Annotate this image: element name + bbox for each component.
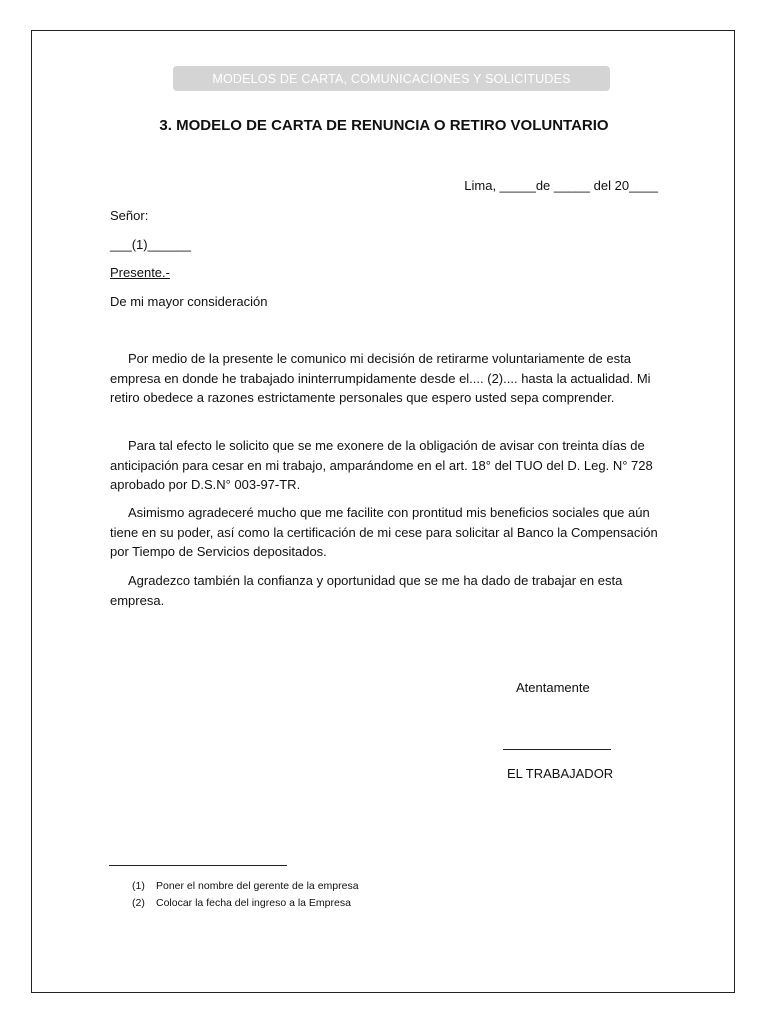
footnote-text: Poner el nombre del gerente de la empresa [156, 880, 359, 892]
presente-label: Presente.- [110, 265, 170, 280]
letter-title: 3. MODELO DE CARTA DE RENUNCIA O RETIRO VOLUNTARIO [159, 117, 609, 134]
footnotes [132, 878, 359, 912]
footnote-number: (1) [132, 880, 145, 892]
greeting: De mi mayor consideración [110, 294, 268, 309]
recipient-label: Señor: [110, 208, 149, 223]
body-paragraph-1: Por medio de la presente le comunico mi decisión de retirarme voluntariamente de esta empresa en donde he trabajado ininterrumpidamente desde el.... (2).... hasta la actualidad. Mi retiro obedece a razones estrictamente personales que espero usted sepa comprender. [110, 351, 651, 405]
footnote-2 [132, 895, 359, 912]
date-line: Lima, _____de _____ del 20____ [464, 178, 658, 193]
footnote-1 [132, 878, 359, 895]
section-header-text: MODELOS DE CARTA, COMUNICACIONES Y SOLICITUDES [212, 71, 571, 86]
body-paragraph-2: Para tal efecto le solicito que se me exonere de la obligación de avisar con treinta días de anticipación para cesar en mi trabajo, amparándome en el art. 18° del TUO del D. Leg. N° 728 aprobado por D.S.N° 003-97-TR. [110, 438, 653, 492]
recipient-blank: ___(1)______ [110, 237, 191, 252]
signature-label: EL TRABAJADOR [507, 766, 614, 781]
body-paragraph-4: Agradezco también la confianza y oportunidad que se me ha dado de trabajar en esta empresa. [110, 573, 623, 608]
body-paragraph-3: Asimismo agradeceré mucho que me facilite con prontitud mis beneficios sociales que aún tiene en su poder, así como la certificación de mi cese para solicitar al Banco la Compensación por Tiempo de Servicios depositados. [110, 505, 658, 559]
footnote-separator [109, 865, 287, 866]
section-header-band [173, 66, 610, 91]
signature-line [503, 749, 611, 750]
footnote-number: (2) [132, 897, 145, 909]
closing: Atentamente [516, 680, 590, 695]
footnote-text: Colocar la fecha del ingreso a la Empresa [156, 897, 351, 909]
